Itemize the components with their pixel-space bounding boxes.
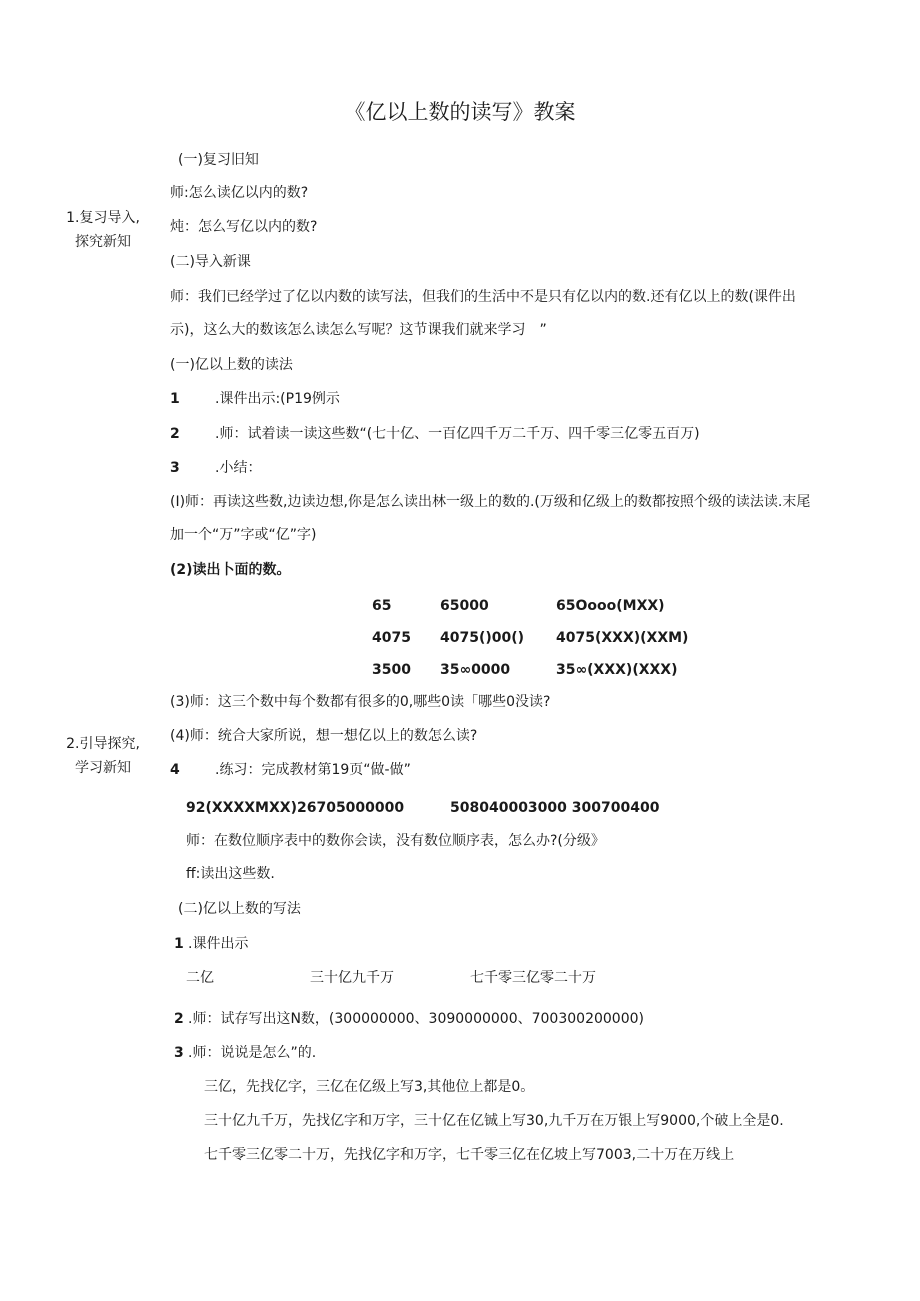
teacher-question: 师：在数位顺序表中的数你会读，没有数位顺序表，怎么办?(分级》 xyxy=(186,833,605,849)
writing-explanation-3: 七千零三亿零二十万，先找亿字和万字，七千零三亿在亿坡上写7003,二十万在万线上 xyxy=(204,1147,735,1163)
reading-step-3-text: .小结： xyxy=(215,460,262,476)
reading-heading: (一)亿以上数的读法 xyxy=(170,357,293,373)
read-these-numbers: ff:读出这些数. xyxy=(186,866,275,882)
number-cell: 4075 xyxy=(372,630,411,646)
review-question-1: 师:怎么读亿以内的数? xyxy=(170,185,309,201)
reading-note-2: (2)读出卜面的数。 xyxy=(170,562,291,578)
reading-note-4: (4)师：统合大家所说，想一想亿以上的数怎么读? xyxy=(170,728,478,744)
reading-note-3: (3)师：这三个数中每个数都有很多的0,哪些0读「哪些0没读? xyxy=(170,694,551,710)
reading-step-1-text: .课件出示:(P19例示 xyxy=(215,391,340,407)
writing-step-2-number: 2 xyxy=(174,1011,184,1027)
writing-step-3-text: .师：说说是怎么”的. xyxy=(188,1045,317,1061)
reading-note-1-line-1: (I)师：再读这些数,边读边想,你是怎么读出林一级上的数的.(万级和亿级上的数都按照个级的读法读.末尾 xyxy=(170,494,811,510)
reading-step-3-number: 3 xyxy=(170,460,180,476)
writing-step-2-text: .师：试存写出这N数，(300000000、3090000000、700300200000) xyxy=(188,1011,644,1027)
sidebar-section-2-line1: 2.引导探究, xyxy=(66,736,140,752)
writing-example: 七千零三亿零二十万 xyxy=(470,970,596,986)
number-cell: 3500 xyxy=(372,662,411,678)
number-cell: 4075(XXX)(XXM) xyxy=(556,630,689,646)
reading-step-2-text: .师：试着读一读这些数“(七十亿、一百亿四千万二千万、四千零三亿零五百万) xyxy=(215,426,700,442)
sidebar-section-1-line2: 探究新知 xyxy=(75,234,131,250)
page-title: 《亿以上数的读写》教案 xyxy=(344,100,576,124)
writing-step-3-number: 3 xyxy=(174,1045,184,1061)
writing-example: 三十亿九千万 xyxy=(310,970,394,986)
reading-note-1-line-2: 加一个“万”字或“亿”字) xyxy=(170,527,317,543)
number-cell: 65 xyxy=(372,598,392,614)
writing-example: 二亿 xyxy=(186,970,214,986)
sidebar-section-2-line2: 学习新知 xyxy=(75,760,131,776)
review-question-2: 炖：怎么写亿以内的数? xyxy=(170,219,318,235)
reading-step-2-number: 2 xyxy=(170,426,180,442)
sidebar-section-1 xyxy=(58,206,148,254)
writing-explanation-1: 三亿，先找亿字，三亿在亿级上写3,其他位上都是0。 xyxy=(204,1079,535,1095)
number-cell: 65Oooo(MXX) xyxy=(556,598,665,614)
number-cell: 4075()00() xyxy=(440,630,525,646)
reading-step-4-number: 4 xyxy=(170,762,180,778)
intro-paragraph-line-1: 师：我们已经学过了亿以内数的读写法，但我们的生活中不是只有亿以内的数.还有亿以上的数(课件出 xyxy=(170,289,796,305)
reading-step-4-text: .练习：完成教材第19页“做-做” xyxy=(215,762,411,778)
intro-heading: (二)导入新课 xyxy=(170,254,251,270)
intro-paragraph-line-2: 示)，这么大的数该怎么读怎么写呢？这节课我们就来学习 ” xyxy=(170,322,547,338)
exercise-numbers-left: 92(XXXXMXX)26705000000 xyxy=(186,800,405,816)
reading-step-1-number: 1 xyxy=(170,391,180,407)
number-cell: 35∞0000 xyxy=(440,662,511,678)
writing-explanation-2: 三十亿九千万，先找亿字和万字，三十亿在亿铖上写30,九千万在万银上写9000,个破上全是0. xyxy=(204,1113,784,1129)
writing-heading: (二)亿以上数的写法 xyxy=(178,901,301,917)
number-cell: 65000 xyxy=(440,598,489,614)
sidebar-section-2 xyxy=(58,732,148,780)
review-heading: (一)复习旧知 xyxy=(178,152,259,168)
number-cell: 35∞(XXX)(XXX) xyxy=(556,662,678,678)
writing-step-1-text: .课件出示 xyxy=(188,936,249,952)
exercise-numbers-right: 508040003000 300700400 xyxy=(450,800,660,816)
sidebar-section-1-line1: 1.复习导入, xyxy=(66,210,140,226)
writing-step-1-number: 1 xyxy=(174,936,184,952)
